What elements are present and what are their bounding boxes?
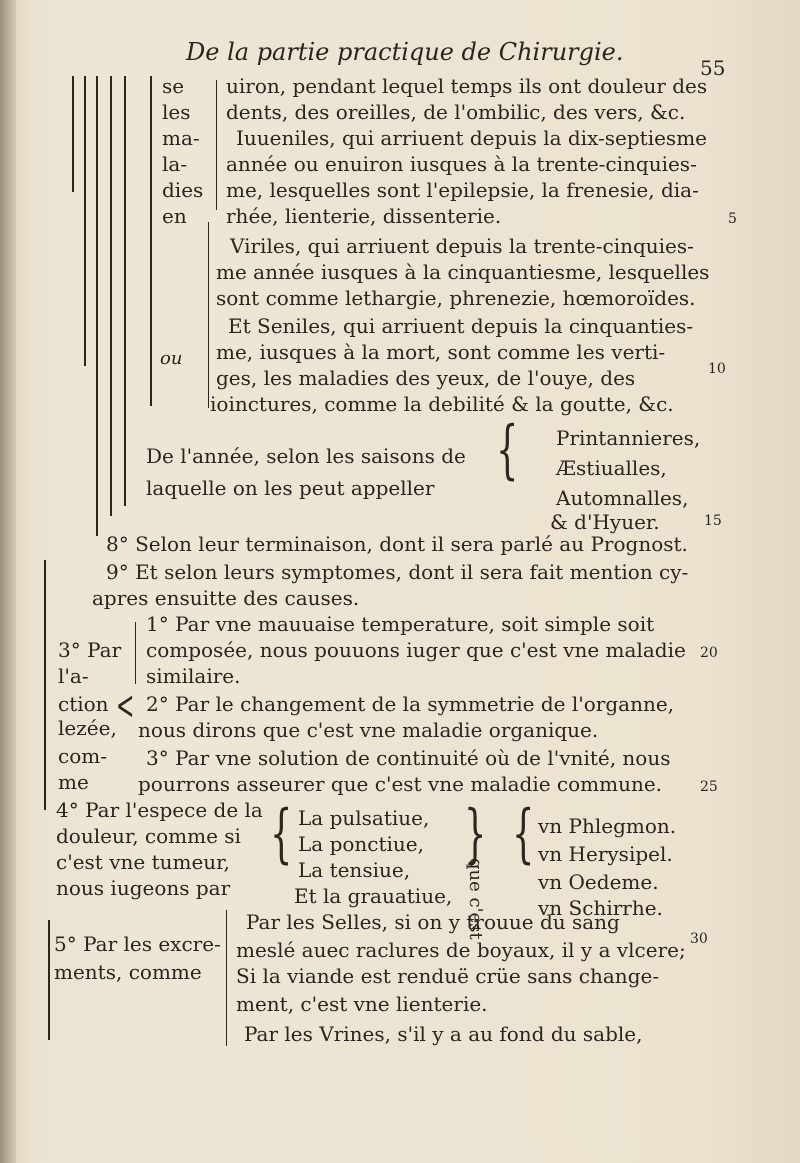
body-line: 8° Selon leur terminaison, dont il sera parlé au Prognost. (106, 532, 688, 556)
division-rule (96, 76, 98, 536)
body-line: rhée, lienterie, dissenterie. (226, 204, 502, 228)
body-line: dents, des oreilles, de l'ombilic, des vers, &c. (226, 100, 686, 124)
pain-middle-text: que c'est (465, 858, 486, 940)
brace-icon: { (270, 797, 293, 871)
line-number: 5 (728, 211, 737, 227)
body-line: Viriles, qui arriuent depuis la trente-cinquies- (230, 234, 694, 258)
season-intro-line: laquelle on les peut appeller (146, 476, 435, 500)
lesion-label: 3° Par (58, 638, 122, 662)
line-number: 15 (704, 513, 722, 529)
line-number: 10 (708, 361, 726, 377)
body-line: similaire. (146, 664, 241, 688)
excrement-label: 5° Par les excre- (54, 932, 221, 956)
tumour-item: vn Oedeme. (538, 870, 659, 894)
brace-icon: < (116, 683, 135, 729)
body-line: Si la viande est renduë crüe sans change- (236, 964, 660, 988)
season-item: Printannieres, (556, 426, 701, 450)
page-number: 55 (700, 56, 726, 80)
division-rule (226, 910, 227, 1046)
division-rule (48, 920, 50, 1040)
side-word: ou (160, 348, 183, 369)
tumour-item: vn Herysipel. (538, 842, 673, 866)
season-item: Automnalles, (556, 486, 689, 510)
body-line: 9° Et selon leurs symptomes, dont il sera fait mention cy- (106, 560, 689, 584)
lesion-label: com- (58, 744, 107, 768)
body-line: Iuueniles, qui arriuent depuis la dix-septiesme (236, 126, 707, 150)
body-line: uiron, pendant lequel temps ils ont douleur des (226, 74, 708, 98)
lesion-label: lezée, (58, 716, 117, 740)
division-rule (84, 76, 86, 366)
tumour-item: vn Phlegmon. (538, 814, 677, 838)
side-word: dies (162, 178, 204, 202)
body-line: sont comme lethargie, phrenezie, hœmoroïdes. (216, 286, 696, 310)
body-line: me, iusques à la mort, sont comme les verti- (216, 340, 666, 364)
body-line: me, lesquelles sont l'epilepsie, la frenesie, dia- (226, 178, 699, 202)
division-rule (124, 76, 126, 506)
body-line: Par les Selles, si on y trouue du sang (246, 910, 620, 934)
season-item: Æstiualles, (556, 456, 667, 480)
division-rule (150, 76, 152, 406)
body-line: apres ensuitte des causes. (92, 586, 360, 610)
season-item: & d'Hyuer. (550, 510, 660, 534)
lesion-label: ction (58, 692, 109, 716)
body-line: ges, les maladies des yeux, de l'ouye, des (216, 366, 636, 390)
pain-label: nous iugeons par (56, 876, 231, 900)
body-line: me année iusques à la cinquantiesme, lesquelles (216, 260, 710, 284)
tumour-item: vn Schirrhe. (538, 896, 663, 920)
body-line: composée, nous pouuons iuger que c'est vne maladie (146, 638, 686, 662)
side-word: en (162, 204, 187, 228)
pain-label: c'est vne tumeur, (56, 850, 230, 874)
division-rule (216, 80, 217, 210)
body-line: 2° Par le changement de la symmetrie de l'organne, (146, 692, 675, 716)
body-line: Par les Vrines, s'il y a au fond du sable, (244, 1022, 643, 1046)
pain-kind: La tensiue, (298, 858, 411, 882)
line-number: 25 (700, 779, 718, 795)
brace-icon: { (512, 797, 535, 871)
side-word: se (162, 74, 185, 98)
pain-kind: La pulsatiue, (298, 806, 430, 830)
body-line: ioinctures, comme la debilité & la goutte, &c. (210, 392, 674, 416)
body-line: nous dirons que c'est vne maladie organique. (138, 718, 599, 742)
division-rule (72, 76, 74, 192)
division-rule (44, 560, 46, 810)
division-rule (110, 76, 112, 516)
lesion-label: me (58, 770, 89, 794)
line-number: 20 (700, 645, 718, 661)
body-line: 1° Par vne mauuaise temperature, soit simple soit (146, 612, 655, 636)
division-rule (135, 622, 136, 684)
pain-kind: La ponctiue, (298, 832, 424, 856)
pain-label: 4° Par l'espece de la (56, 798, 263, 822)
brace-icon: { (496, 413, 519, 487)
season-intro-line: De l'année, selon les saisons de (146, 444, 466, 468)
side-word: ma- (162, 126, 200, 150)
side-word: les (162, 100, 191, 124)
body-line: Et Seniles, qui arriuent depuis la cinquanties- (228, 314, 694, 338)
lesion-label: l'a- (58, 664, 89, 688)
brace-icon: } (464, 797, 487, 871)
body-line: meslé auec raclures de boyaux, il y a vlcere; (236, 938, 686, 962)
body-line: année ou enuiron iusques à la trente-cinquies- (226, 152, 697, 176)
page-gutter-shadow (0, 0, 16, 1163)
side-word: la- (162, 152, 188, 176)
body-line: 3° Par vne solution de continuité où de l'vnité, nous (146, 746, 671, 770)
excrement-label: ments, comme (54, 960, 202, 984)
pain-label: douleur, comme si (56, 824, 241, 848)
line-number: 30 (690, 931, 708, 947)
body-line: ment, c'est vne lienterie. (236, 992, 488, 1016)
body-line: pourrons asseurer que c'est vne maladie commune. (138, 772, 663, 796)
pain-kind: Et la grauatiue, (294, 884, 453, 908)
division-rule (208, 222, 209, 408)
running-title: De la partie practique de Chirurgie. (186, 38, 624, 66)
